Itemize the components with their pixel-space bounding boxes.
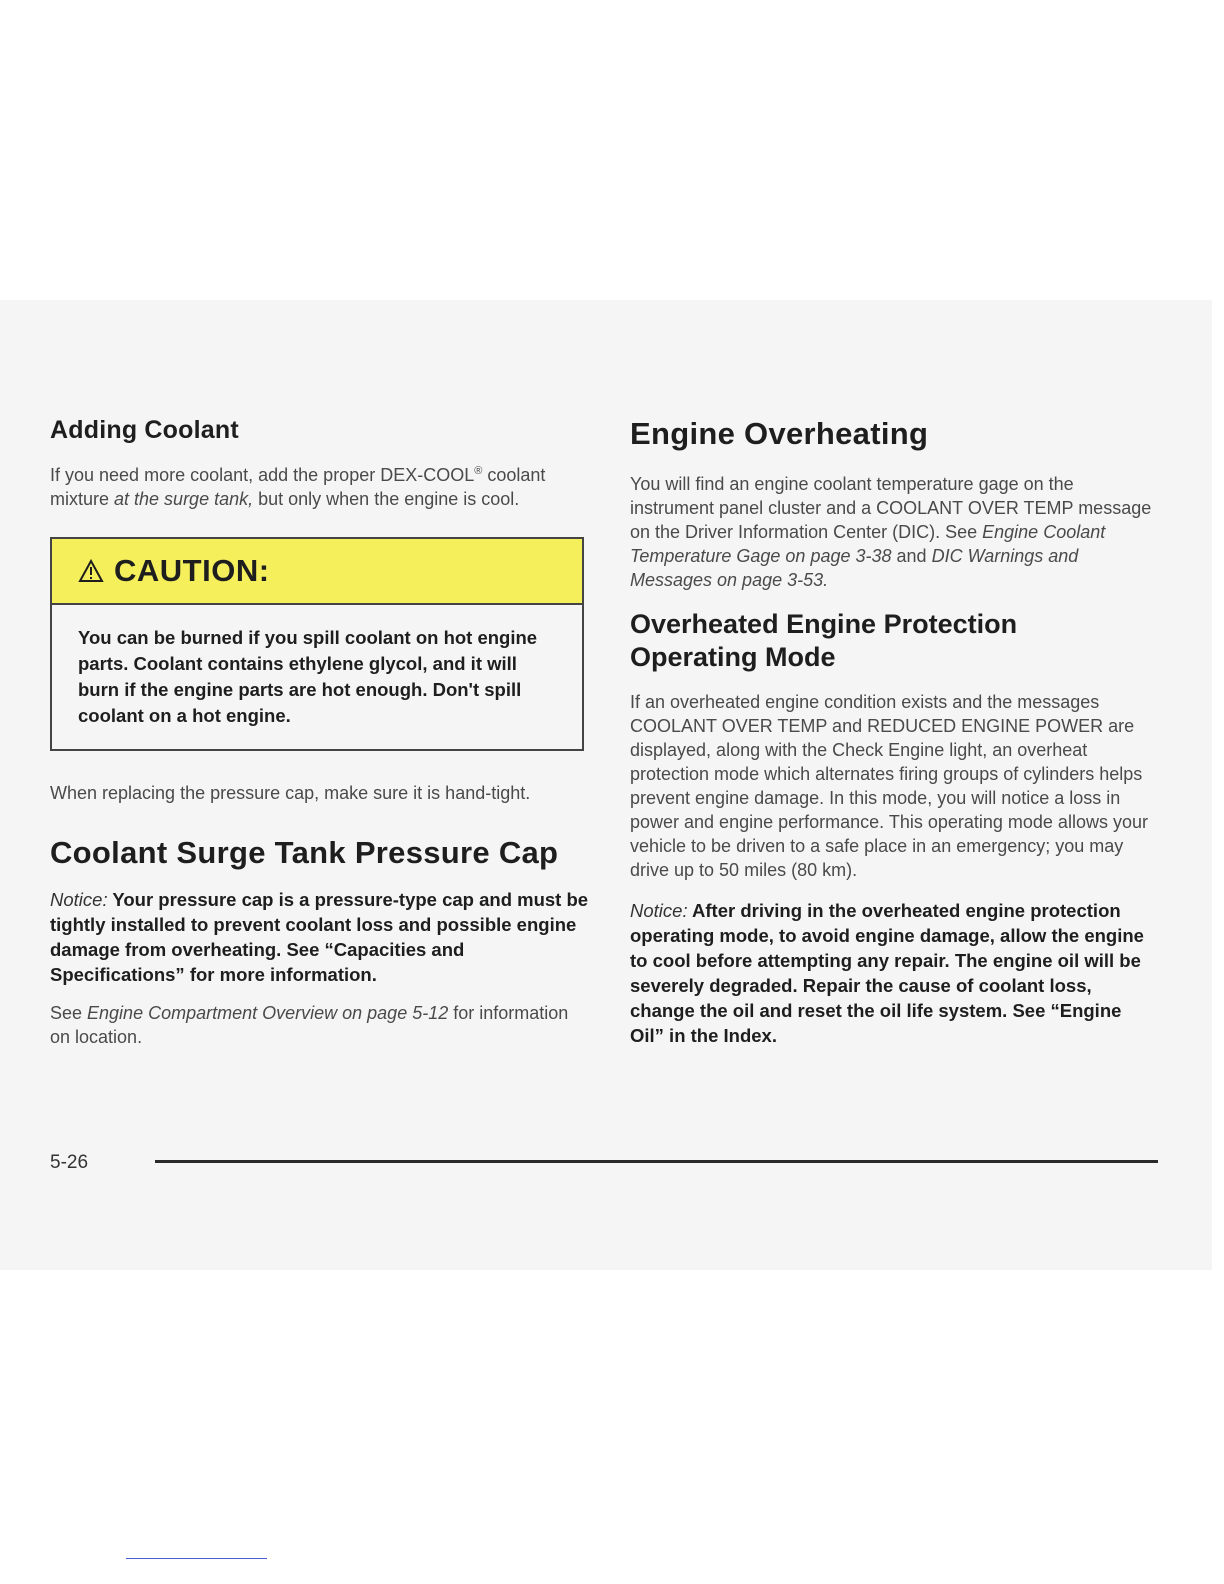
protection-mode-heading: Overheated Engine Protection Operating Mode xyxy=(630,609,1018,672)
notice-label: Notice: xyxy=(630,900,688,921)
adding-coolant-heading: Adding Coolant xyxy=(50,416,239,444)
caution-header xyxy=(52,539,582,605)
adding-coolant-paragraph: If you need more coolant, add the proper DEX-COOL® coolant mixture at the surge tank, but only when the engine is cool. xyxy=(50,465,546,509)
engine-overheating-heading: Engine Overheating xyxy=(630,416,929,451)
notice-label: Notice: xyxy=(50,889,108,910)
footer-rule xyxy=(155,1160,1158,1163)
caution-text: You can be burned if you spill coolant on hot engine parts. Coolant contains ethylene glycol, and it will burn if the engine parts are hot enough. Don't spill coolant on a hot engine. xyxy=(78,627,538,726)
bottom-link-rule xyxy=(126,1558,267,1559)
surge-tank-notice: Notice: Your pressure cap is a pressure-type cap and must be tightly installed to prevent coolant loss and possible engine damage from overheating. See “Capacities and Specifications” for more information. xyxy=(50,889,589,985)
right-column xyxy=(630,416,1160,1048)
engine-compartment-reference: See Engine Compartment Overview on page 5-12 for information on location. xyxy=(50,1003,569,1047)
caution-box xyxy=(50,537,584,751)
overheating-paragraph: You will find an engine coolant temperature gage on the instrument panel cluster and a COOLANT OVER TEMP message on the Driver Information Center (DIC). See Engine Coolant Temperature Gage on page 3-38 and DIC Warnings and Messages on page 3-53. xyxy=(630,474,1152,590)
caution-title: CAUTION: xyxy=(114,553,270,588)
warning-triangle-icon xyxy=(78,559,104,583)
surge-tank-heading: Coolant Surge Tank Pressure Cap xyxy=(50,835,559,870)
left-column xyxy=(50,416,590,1049)
replacing-cap-paragraph: When replacing the pressure cap, make sure it is hand-tight. xyxy=(50,783,531,803)
protection-mode-paragraph: If an overheated engine condition exists and the messages COOLANT OVER TEMP and REDUCED ENGINE POWER are displayed, along with the Check Engine light, an overheat protection mode which alternates firing groups of cylinders helps prevent engine damage. In this mode, you will notice a loss in power and engine performance. This operating mode allows your vehicle to be driven to a safe place in an emergency; you may drive up to 50 miles (80 km). xyxy=(630,692,1148,880)
protection-notice: Notice: After driving in the overheated engine protection operating mode, to avoid engine damage, allow the engine to cool before attempting any repair. The engine oil will be severely degraded. Repair the cause of coolant loss, change the oil and reset the oil life system. See “Engine Oil” in the Index. xyxy=(630,900,1144,1046)
registered-mark: ® xyxy=(474,465,483,477)
page-number: 5-26 xyxy=(50,1152,89,1173)
